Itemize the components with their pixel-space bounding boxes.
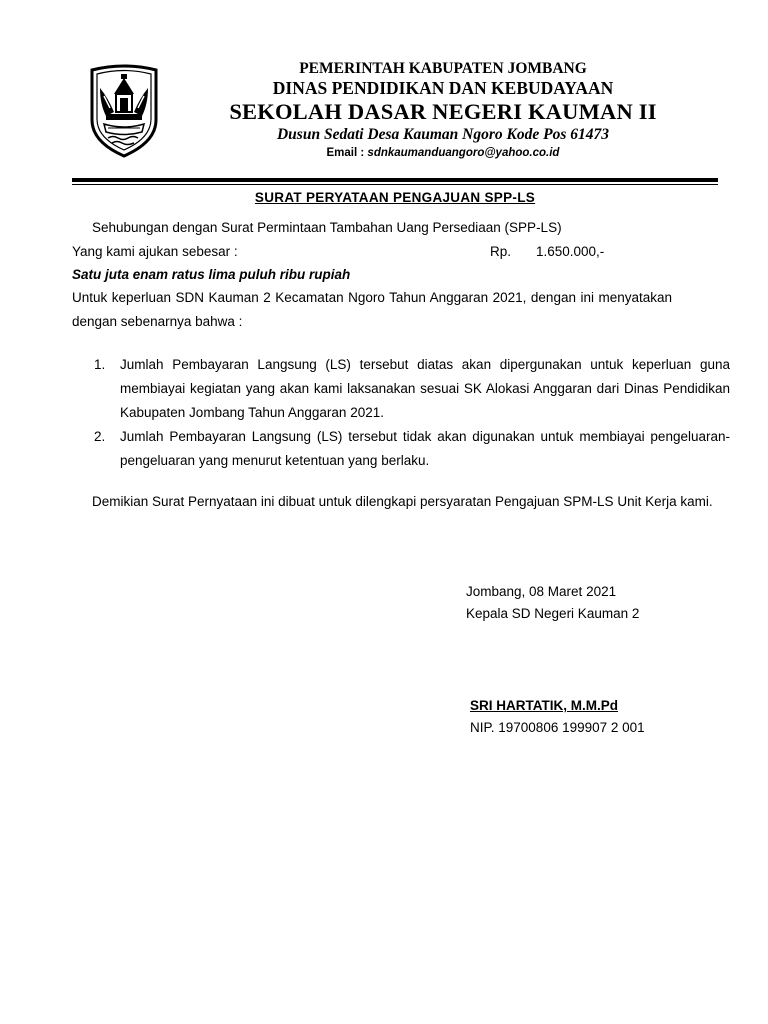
list-item [94, 353, 730, 425]
letterhead-department: DINAS PENDIDIKAN DAN KEBUDAYAAN [272, 78, 614, 98]
list-item-number: 1. [94, 357, 106, 372]
signature-position: Kepala SD Negeri Kauman 2 [466, 606, 640, 621]
email-label: Email : [326, 147, 368, 159]
statement-list [94, 353, 730, 473]
list-item-number: 2. [94, 429, 106, 444]
letterhead-divider-thin [72, 184, 718, 185]
list-item-text: Jumlah Pembayaran Langsung (LS) tersebut tidak akan digunakan untuk membiayai pengeluaran-pengeluaran yang menurut ketentuan yang berlaku. [120, 429, 730, 468]
amount-currency: Rp. [490, 244, 512, 259]
signature-nip: NIP. 19700806 199907 2 001 [470, 720, 645, 735]
amount-value: 1.650.000,- [536, 244, 605, 259]
letterhead-divider-thick [72, 178, 718, 182]
letterhead-government: PEMERINTAH KABUPATEN JOMBANG [299, 60, 587, 77]
signature-name: SRI HARTATIK, M.M.Pd [470, 698, 618, 713]
letterhead-email [168, 145, 718, 161]
closing-paragraph: Demikian Surat Pernyataan ini dibuat untuk dilengkapi persyaratan Pengajuan SPM-LS Unit Kerja kami. [92, 494, 713, 509]
purpose-paragraph: Untuk keperluan SDN Kauman 2 Kecamatan Ngoro Tahun Anggaran 2021, dengan ini menyatakan dengan sebenarnya bahwa : [72, 290, 672, 329]
document-title: SURAT PERYATAAN PENGAJUAN SPP-LS [254, 190, 536, 205]
list-item-text: Jumlah Pembayaran Langsung (LS) tersebut diatas akan dipergunakan untuk keperluan guna membiayai kegiatan yang akan kami laksanakan sesuai SK Alokasi Anggaran dari Dinas Pendidikan Kabupaten Jombang Tahun Anggaran 2021. [120, 357, 730, 420]
email-address: sdnkaumanduangoro@yahoo.co.id [367, 147, 560, 159]
amount-label: Yang kami ajukan sebesar : [72, 244, 238, 259]
list-item [94, 425, 730, 473]
signature-place-date: Jombang, 08 Maret 2021 [466, 584, 617, 599]
intro-paragraph: Sehubungan dengan Surat Permintaan Tambahan Uang Persediaan (SPP-LS) [92, 220, 562, 235]
amount-in-words: Satu juta enam ratus lima puluh ribu rupiah [72, 267, 351, 282]
letterhead-school-name: SEKOLAH DASAR NEGERI KAUMAN II [229, 99, 657, 124]
regency-emblem-logo [88, 64, 160, 158]
letterhead [168, 60, 718, 161]
letterhead-address: Dusun Sedati Desa Kauman Ngoro Kode Pos 61473 [276, 126, 609, 143]
